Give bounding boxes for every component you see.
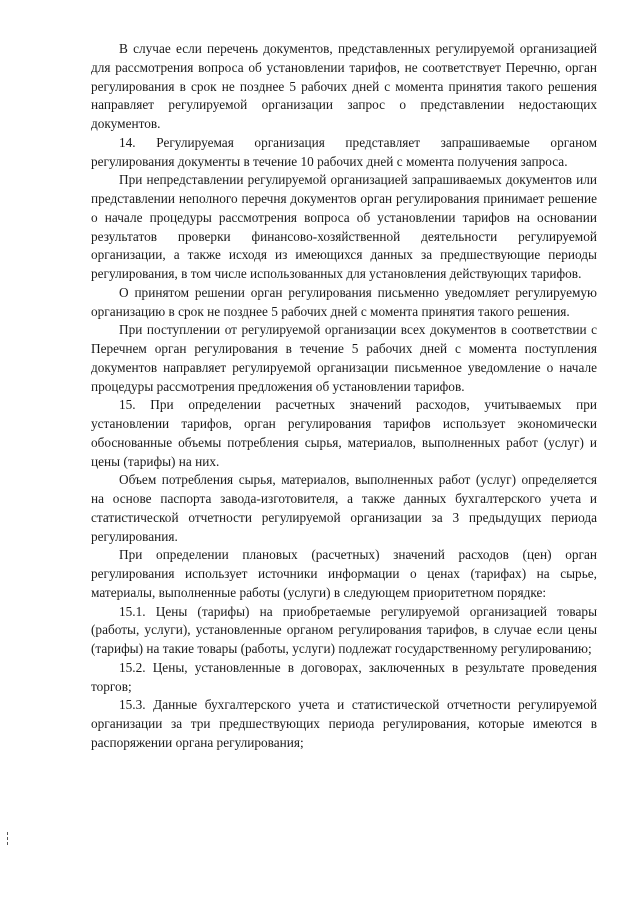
paragraph: 15.3. Данные бухгалтерского учета и статистической отчетности регулируемой организации за три предшествующих периода регулирования, которые имеются в распоряжении органа регулирования; <box>91 697 597 750</box>
scan-margin-mark <box>7 832 10 846</box>
paragraph: О принятом решении орган регулирования письменно уведомляет регулируемую организацию в срок не позднее 5 рабочих дней с момента принятия такого решения. <box>91 284 597 319</box>
document-body <box>91 40 597 753</box>
paragraph: 15.2. Цены, установленные в договорах, заключенных в результате проведения торгов; <box>91 659 597 694</box>
paragraph: При поступлении от регулируемой организации всех документов в соответствии с Перечнем орган регулирования в течение 5 рабочих дней с момента поступления документов направляет регулируемой организации письменное уведомление о начале процедуры рассмотрения предложения об установлении тарифов. <box>91 322 597 394</box>
paragraph: 15.1. Цены (тарифы) на приобретаемые регулируемой организацией товары (работы, услуги), установленные органом регулирования тарифов, в случае если цены (тарифы) на такие товары (работы, услуги) подлежат государственному регулированию; <box>91 603 597 656</box>
paragraph: При непредставлении регулируемой организацией запрашиваемых документов или представлении неполного перечня документов орган регулирования принимает решение о начале процедуры рассмотрения вопроса об установлении тарифов на основании результатов проверки финансово-хозяйственной деятельности регулируемой организации, а также исходя из имеющихся данных за предшествующие периоды регулирования, в том числе использованных для установления действующих тарифов. <box>91 172 597 281</box>
paragraph: 15. При определении расчетных значений расходов, учитываемых при установлении тарифов, орган регулирования тарифов использует экономически обоснованные объемы потребления сырья, материалов, выполненных работ (услуг) и цены (тарифы) на них. <box>91 397 597 469</box>
paragraph: При определении плановых (расчетных) значений расходов (цен) орган регулирования использует источники информации о ценах (тарифах) на сырье, материалы, выполненные работы (услуги) в следующем приоритетном порядке: <box>91 547 597 600</box>
paragraph: В случае если перечень документов, представленных регулируемой организацией для рассмотрения вопроса об установлении тарифов, не соответствует Перечню, орган регулирования в срок не позднее 5 рабочих дней с момента принятия такого решения направляет регулируемой организации запрос о представлении недостающих документов. <box>91 41 597 131</box>
paragraph: 14. Регулируемая организация представляет запрашиваемые органом регулирования документы в течение 10 рабочих дней с момента получения запроса. <box>91 134 597 169</box>
paragraph: Объем потребления сырья, материалов, выполненных работ (услуг) определяется на основе паспорта завода-изготовителя, а также данных бухгалтерского учета и статистической отчетности регулируемой организации за 3 предыдущих периода регулирования. <box>91 472 597 544</box>
